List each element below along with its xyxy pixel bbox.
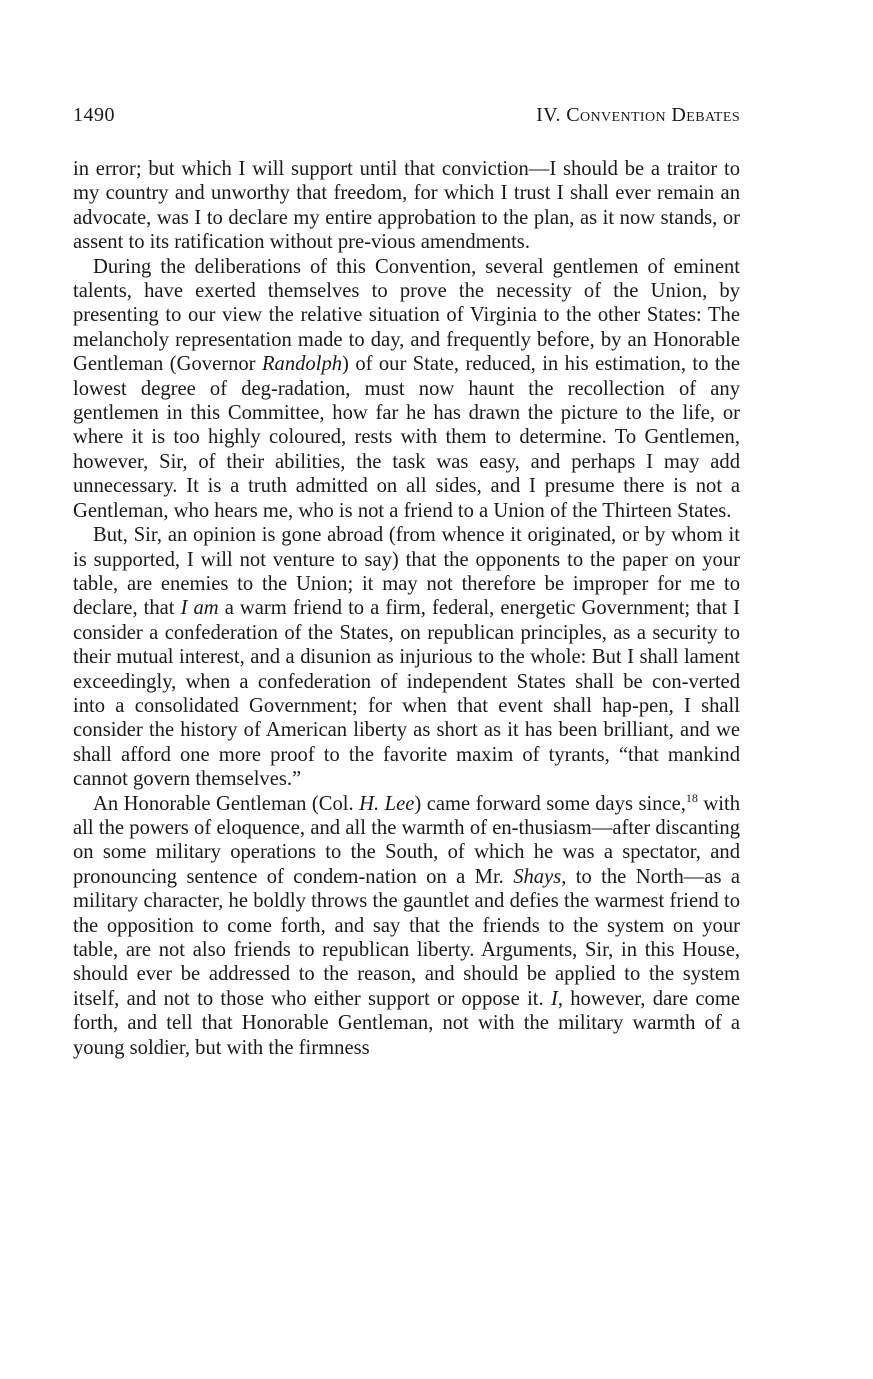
text-segment: But, Sir, an opinion is gone abroad (from whence it originated, or by whom it is supported, I will not venture to say) that the opponents to the paper on your table, are enemies to the Union; it may not therefore be improper for me to declare, that bbox=[73, 524, 740, 620]
footnote-reference: 18 bbox=[685, 790, 698, 805]
running-head bbox=[73, 104, 740, 144]
text-segment: , however, dare come forth, and tell that Honorable Gentleman, not with the military warmth of a young soldier, but with the firmness bbox=[73, 987, 740, 1059]
italic-text: Shays bbox=[513, 865, 562, 888]
body-text bbox=[73, 157, 740, 1060]
text-segment: in error; but which I will support until that conviction—I should be a traitor to my country and unworthy that freedom, for which I trust I shall ever remain an advocate, was I to declare my entire approbation to the plan, as it now stands, or assent to its ratification without pre-vious amendments. bbox=[73, 158, 740, 254]
section-title: IV. Convention Debates bbox=[536, 104, 740, 126]
paragraph bbox=[73, 157, 740, 255]
page-number: 1490 bbox=[73, 104, 115, 126]
italic-text: I bbox=[550, 987, 558, 1010]
document-page bbox=[73, 104, 740, 1060]
text-segment: , to the North—as a military character, he boldly throws the gauntlet and defies the warmest friend to the opposition to come forth, and say that the friends to the system on your table, are not also friends to republican liberty. Arguments, Sir, in this House, should ever be addressed to the reason, and should be applied to the system itself, and not to those who either support or oppose it. bbox=[73, 865, 741, 1010]
paragraph bbox=[73, 523, 740, 791]
text-segment: An Honorable Gentleman (Col. bbox=[93, 792, 360, 815]
italic-text: Randolph bbox=[261, 353, 343, 376]
italic-text: I am bbox=[180, 597, 219, 620]
italic-text: H. Lee bbox=[359, 792, 415, 815]
text-segment: During the deliberations of this Convention, several gentlemen of eminent talents, have exerted themselves to prove the necessity of the Union, by presenting to our view the relative situation of Virginia to the other States: The melancholy representation made to day, and frequently before, by an Honorable Gentleman (Governor bbox=[73, 255, 740, 376]
paragraph bbox=[73, 792, 740, 1060]
text-segment: with all the powers of eloquence, and all the warmth of en-thusiasm—after discanting on some military operations to the South, of which he was a spectator, and pronouncing sentence of condem-nation on a Mr. bbox=[73, 792, 741, 888]
paragraph bbox=[73, 255, 740, 523]
text-segment: ) of our State, reduced, in his estimation, to the lowest degree of deg-radation, must now haunt the recollection of any gentlemen in this Committee, how far he has drawn the picture to the life, or where it is too highly coloured, rests with them to determine. To Gentlemen, however, Sir, of their abilities, the task was easy, and perhaps I may add unnecessary. It is a truth admitted on all sides, and I presume there is not a Gentleman, who hears me, who is not a friend to a Union of the Thirteen States. bbox=[73, 353, 741, 522]
text-segment: ) came forward some days since, bbox=[414, 792, 686, 815]
text-segment: a warm friend to a firm, federal, energetic Government; that I consider a confederation of the States, on republican principles, as a security to their mutual interest, and a disunion as injurious to the whole: But I shall lament exceedingly, when a confederation of independent States shall be con-verted into a consolidated Government; for when that event shall hap-pen, I shall consider the history of American liberty as short as it has been brilliant, and we shall afford one more proof to the favorite maxim of tyrants, “that mankind cannot govern themselves.” bbox=[73, 597, 741, 791]
